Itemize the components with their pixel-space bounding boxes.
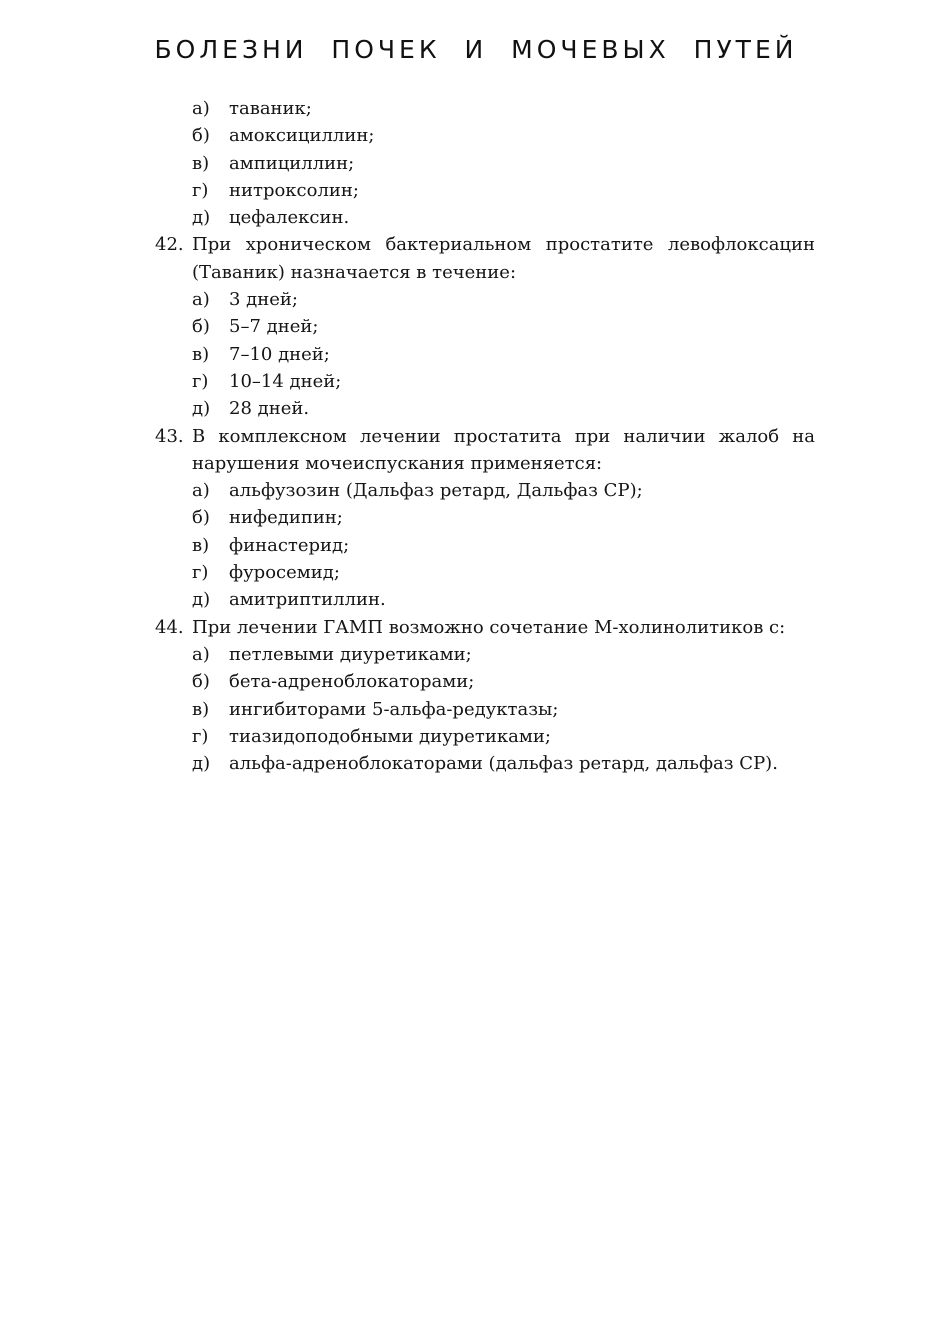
question-text: В комплексном лечении простатита при наличии жалоб на нарушения мочеиспускания применяется: xyxy=(192,425,815,474)
option-item xyxy=(192,723,815,750)
option-letter: г) xyxy=(192,179,209,201)
option-text: альфа-адреноблокаторами (дальфаз ретард, дальфаз СР). xyxy=(229,753,778,775)
option-item xyxy=(192,559,815,586)
option-letter: г) xyxy=(192,562,209,584)
question-block-44 xyxy=(155,614,815,778)
option-item xyxy=(192,532,815,559)
option-text: 10–14 дней; xyxy=(229,370,342,392)
option-text: 5–7 дней; xyxy=(229,316,319,338)
option-text: нифедипин; xyxy=(229,507,343,529)
option-letter: в) xyxy=(192,698,210,720)
option-letter: б) xyxy=(192,671,210,693)
option-text: тиазидоподобными диуретиками; xyxy=(229,725,551,747)
option-item xyxy=(192,395,815,422)
option-letter: д) xyxy=(192,753,211,775)
question-text: При хроническом бактериальном простатите левофлоксацин (Таваник) назначается в течение: xyxy=(192,234,815,283)
option-letter: д) xyxy=(192,398,211,420)
option-text: петлевыми диуретиками; xyxy=(229,643,472,665)
option-item xyxy=(192,504,815,531)
option-letter: в) xyxy=(192,534,210,556)
option-item xyxy=(192,150,815,177)
option-letter: г) xyxy=(192,370,209,392)
option-letter: в) xyxy=(192,343,210,365)
option-text: таваник; xyxy=(229,98,312,119)
option-letter: а) xyxy=(192,480,210,502)
quiz-content xyxy=(155,95,815,777)
continued-options-list xyxy=(155,95,815,231)
option-text: 3 дней; xyxy=(229,289,298,311)
option-item xyxy=(192,286,815,313)
option-text: цефалексин. xyxy=(229,207,350,229)
option-letter: г) xyxy=(192,725,209,747)
option-letter: д) xyxy=(192,589,211,611)
option-text: амоксициллин; xyxy=(229,125,375,147)
option-text: нитроксолин; xyxy=(229,179,359,201)
option-letter: а) xyxy=(192,643,210,665)
option-text: финастерид; xyxy=(229,534,350,556)
question-number: 42. xyxy=(155,234,184,256)
option-text: фуросемид; xyxy=(229,562,340,584)
option-item xyxy=(192,586,815,613)
option-letter: а) xyxy=(192,289,210,311)
option-item xyxy=(192,696,815,723)
option-letter: а) xyxy=(192,98,210,119)
option-text: ампициллин; xyxy=(229,152,355,174)
option-letter: в) xyxy=(192,152,210,174)
option-letter: б) xyxy=(192,316,210,338)
question-number: 44. xyxy=(155,616,184,638)
option-item xyxy=(192,668,815,695)
option-text: альфузозин (Дальфаз ретард, Дальфаз СР); xyxy=(229,480,643,502)
option-item xyxy=(192,313,815,340)
running-header: БОЛЕЗНИ ПОЧЕК И МОЧЕВЫХ ПУТЕЙ xyxy=(154,35,798,64)
option-letter: б) xyxy=(192,507,210,529)
question-block-42 xyxy=(155,231,815,422)
option-item xyxy=(192,341,815,368)
option-letter: д) xyxy=(192,207,211,229)
option-item xyxy=(192,477,815,504)
option-item xyxy=(192,95,815,122)
option-item xyxy=(192,204,815,231)
option-item xyxy=(192,122,815,149)
question-42 xyxy=(155,231,815,286)
option-text: бета-адреноблокаторами; xyxy=(229,671,475,693)
option-item xyxy=(192,641,815,668)
question-number: 43. xyxy=(155,425,184,447)
question-text: При лечении ГАМП возможно сочетание М-холинолитиков с: xyxy=(192,616,786,638)
option-text: 28 дней. xyxy=(229,398,310,420)
option-item xyxy=(192,368,815,395)
option-text: ингибиторами 5-альфа-редуктазы; xyxy=(229,698,559,720)
question-44 xyxy=(155,614,815,641)
option-item xyxy=(192,750,815,777)
option-text: 7–10 дней; xyxy=(229,343,330,365)
question-block-43 xyxy=(155,423,815,614)
option-letter: б) xyxy=(192,125,210,147)
option-item xyxy=(192,177,815,204)
option-text: амитриптиллин. xyxy=(229,589,386,611)
question-43 xyxy=(155,423,815,478)
